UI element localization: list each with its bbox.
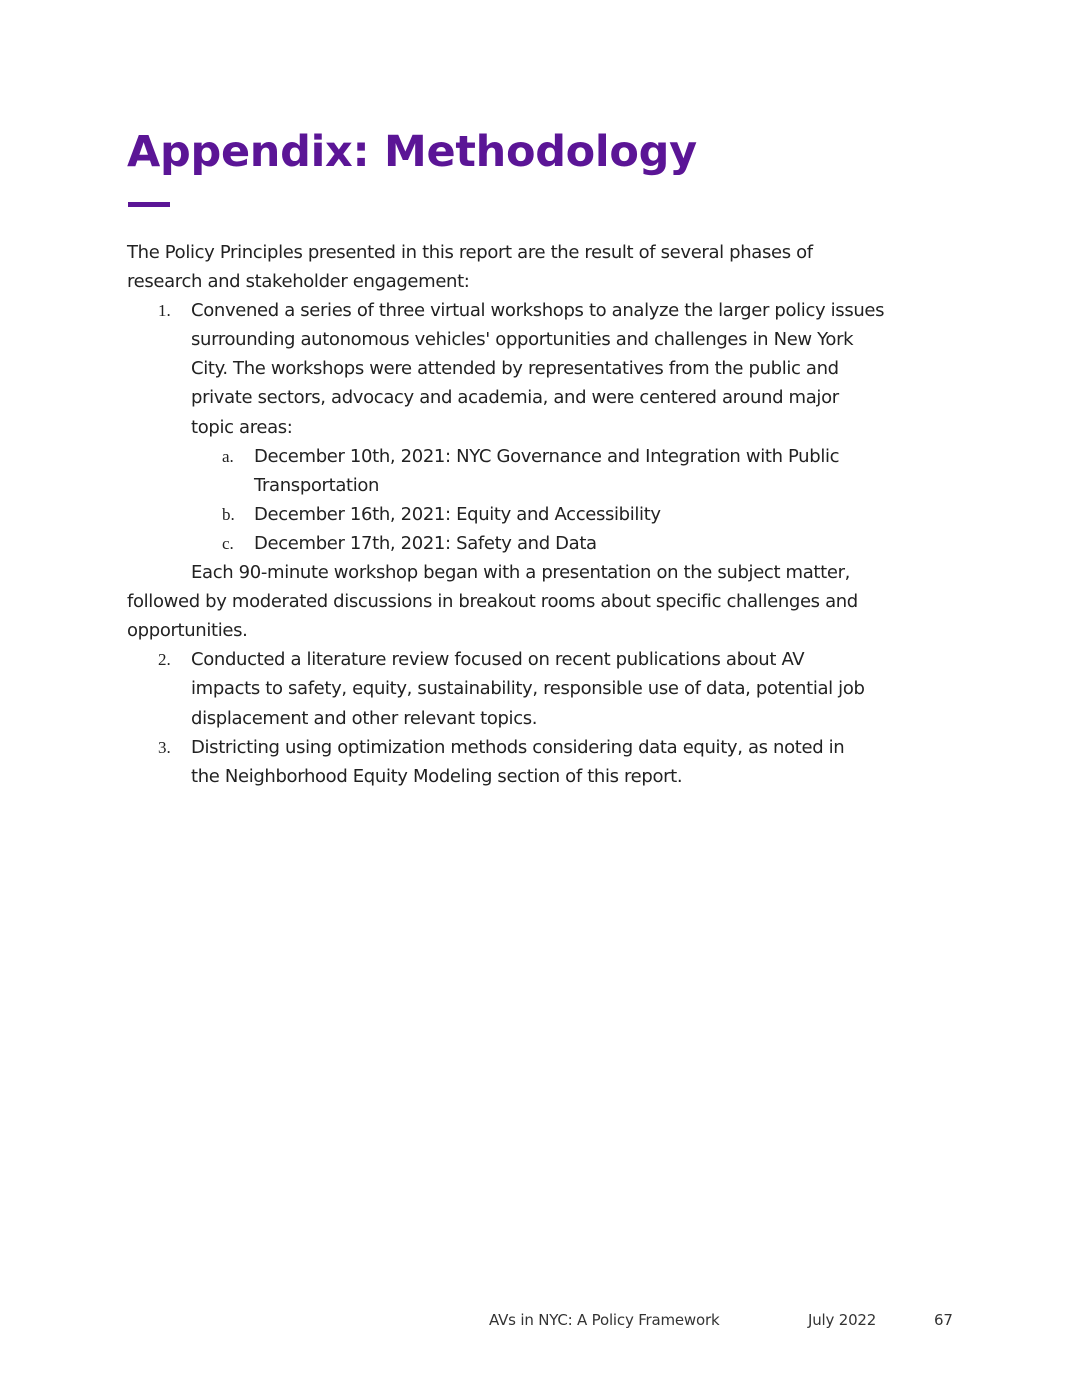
sublist-item-line: December 10th, 2021: NYC Governance and Integration with Public: [254, 445, 840, 467]
list-item-3: [127, 733, 957, 791]
sublist-item-line: Transportation: [254, 474, 380, 496]
list-item-line: impacts to safety, equity, sustainability, responsible use of data, potential job: [191, 678, 865, 700]
list-item-line: surrounding autonomous vehicles' opportunities and challenges in New York: [191, 329, 854, 351]
sublist-marker: c.: [222, 533, 234, 553]
list-item-line: private sectors, advocacy and academia, and were centered around major: [191, 387, 839, 409]
intro-line: research and stakeholder engagement:: [127, 271, 470, 293]
intro-line: The Policy Principles presented in this report are the result of several phases of: [127, 242, 813, 263]
sublist-item-line: December 16th, 2021: Equity and Accessibility: [254, 503, 661, 525]
sublist-item-c: [127, 529, 957, 558]
sublist-marker: a.: [222, 446, 234, 466]
list-item-line: City. The workshops were attended by representatives from the public and: [191, 358, 839, 380]
list-item-2: [127, 645, 957, 732]
list-marker: 2.: [158, 650, 171, 670]
workshop-description-line: Each 90-minute workshop began with a presentation on the subject matter,: [191, 562, 850, 584]
sublist-item-b: [127, 500, 957, 529]
workshop-description-line: followed by moderated discussions in breakout rooms about specific challenges and: [127, 591, 858, 613]
list-item-line: the Neighborhood Equity Modeling section of this report.: [191, 765, 683, 787]
list-item-1: [127, 296, 957, 441]
list-item-line: Conducted a literature review focused on recent publications about AV: [191, 649, 805, 671]
footer-date: July 2022: [808, 1311, 877, 1329]
list-marker: 1.: [158, 301, 171, 321]
footer-report-title: AVs in NYC: A Policy Framework: [489, 1311, 720, 1329]
list-item-line: displacement and other relevant topics.: [191, 707, 538, 729]
list-item-line: Districting using optimization methods considering data equity, as noted in: [191, 736, 845, 758]
sublist-item-line: December 17th, 2021: Safety and Data: [254, 532, 597, 554]
title-underline: [128, 202, 170, 207]
body-text: [127, 238, 957, 791]
list-item-line: Convened a series of three virtual workshops to analyze the larger policy issues: [191, 300, 885, 322]
list-item-line: topic areas:: [191, 416, 293, 438]
workshop-description-line: opportunities.: [127, 620, 248, 642]
footer-page-number: 67: [934, 1311, 953, 1329]
page-title: Appendix: Methodology: [127, 127, 697, 177]
sublist-marker: b.: [222, 504, 235, 524]
sublist-item-a: [127, 442, 957, 500]
list-marker: 3.: [158, 737, 171, 757]
